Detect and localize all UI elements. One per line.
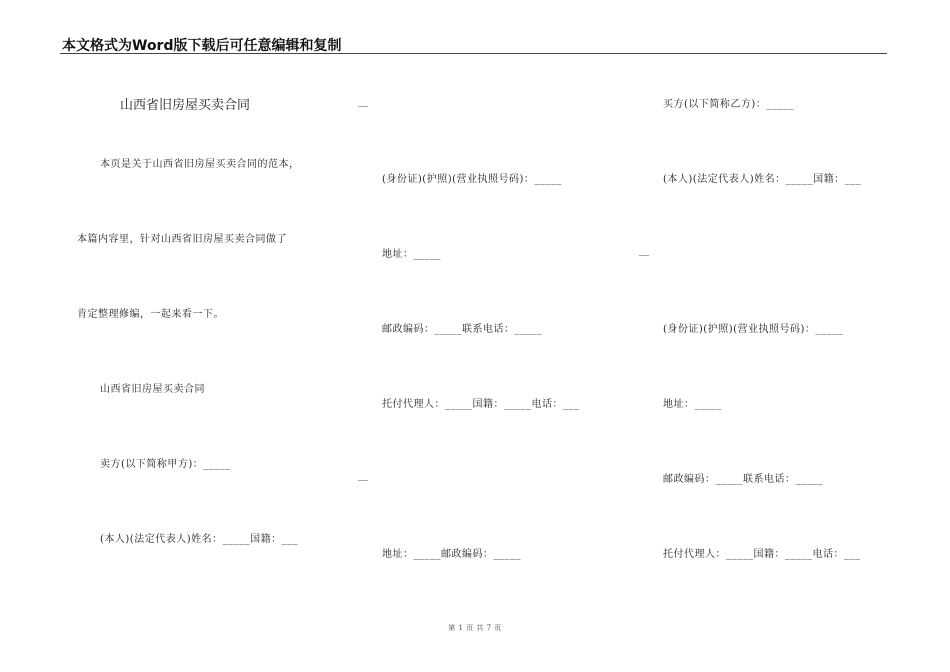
contract-name: 山西省旧房屋买卖合同: [100, 384, 205, 395]
buyer-line: 买方(以下简称乙方)：_____: [663, 99, 794, 110]
seller-name-line: (本人)(法定代表人)姓名：_____国籍：___: [100, 534, 299, 545]
seller-postcode-line: 邮政编码：_____联系电话：_____: [382, 324, 542, 335]
seller-agent-address-line: 地址：_____邮政编码：_____: [382, 549, 521, 560]
buyer-name-line: (本人)(法定代表人)姓名：_____国籍：___: [663, 174, 862, 185]
buyer-postcode-line: 邮政编码：_____联系电话：_____: [663, 474, 823, 485]
intro-line-1: 本页是关于山西省旧房屋买卖合同的范本，: [100, 159, 300, 170]
seller-id-line: (身份证)(护照)(营业执照号码)：_____: [382, 174, 562, 185]
seller-agent-line: 托付代理人：_____国籍：_____电话：___: [382, 399, 580, 410]
intro-line-3: 肯定整理修编，一起来看一下。: [77, 309, 224, 320]
buyer-address-line: 地址：_____: [663, 399, 722, 410]
intro-line-2: 本篇内容里，针对山西省旧房屋买卖合同做了: [77, 234, 287, 245]
buyer-id-line: (身份证)(护照)(营业执照号码)：_____: [663, 324, 843, 335]
header-rule: [60, 53, 887, 54]
doc-title: 山西省旧房屋买卖合同: [120, 98, 251, 113]
seller-line: 卖方(以下简称甲方)：_____: [100, 459, 231, 470]
blank-dash: __: [358, 96, 368, 107]
seller-address-line: 地址：_____: [382, 249, 441, 260]
buyer-agent-line: 托付代理人：_____国籍：_____电话：___: [663, 549, 861, 560]
header-title: 本文格式为Word版下载后可任意编辑和复制: [62, 38, 342, 54]
blank-dash: __: [639, 245, 649, 256]
blank-dash: __: [358, 470, 368, 481]
page-footer: 第 1 页 共 7 页: [448, 624, 502, 632]
